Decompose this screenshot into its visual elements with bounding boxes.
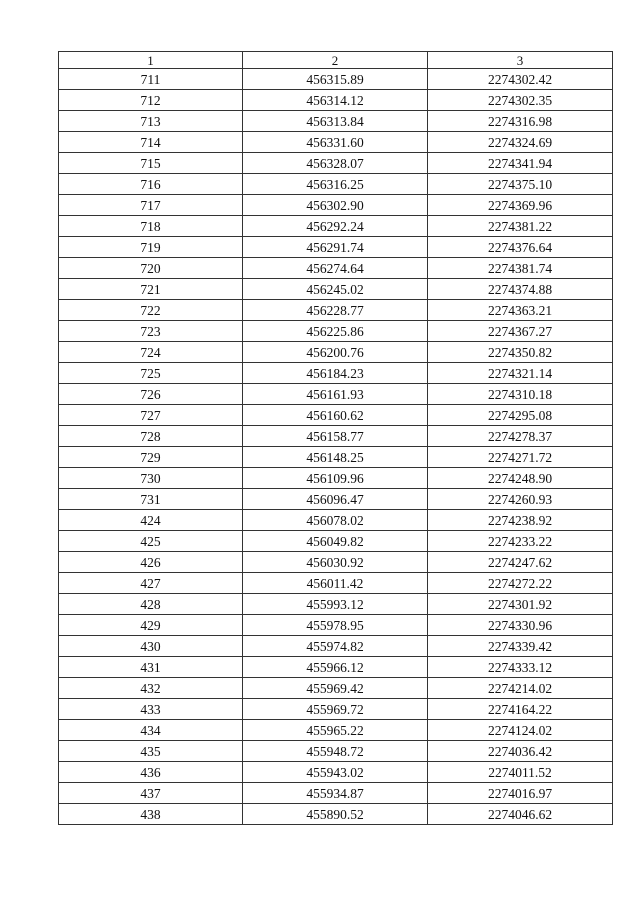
- y-coordinate-cell: 2274324.69: [428, 132, 613, 153]
- column-header-3: 3: [428, 52, 613, 69]
- table-row: [59, 699, 613, 720]
- y-coordinate-cell: 2274124.02: [428, 720, 613, 741]
- y-coordinate-cell: 2274214.02: [428, 678, 613, 699]
- table-row: [59, 384, 613, 405]
- table-row: [59, 90, 613, 111]
- point-number-cell: 713: [59, 111, 243, 132]
- y-coordinate-cell: 2274369.96: [428, 195, 613, 216]
- y-coordinate-cell: 2274381.22: [428, 216, 613, 237]
- coordinates-table: [58, 51, 613, 825]
- x-coordinate-cell: 455993.12: [243, 594, 428, 615]
- table-row: [59, 321, 613, 342]
- table-row: [59, 426, 613, 447]
- point-number-cell: 435: [59, 741, 243, 762]
- point-number-cell: 715: [59, 153, 243, 174]
- table-row: [59, 216, 613, 237]
- x-coordinate-cell: 456049.82: [243, 531, 428, 552]
- point-number-cell: 426: [59, 552, 243, 573]
- table-row: [59, 615, 613, 636]
- table-row: [59, 258, 613, 279]
- table-row: [59, 195, 613, 216]
- x-coordinate-cell: 456096.47: [243, 489, 428, 510]
- x-coordinate-cell: 456245.02: [243, 279, 428, 300]
- y-coordinate-cell: 2274233.22: [428, 531, 613, 552]
- point-number-cell: 731: [59, 489, 243, 510]
- y-coordinate-cell: 2274301.92: [428, 594, 613, 615]
- point-number-cell: 718: [59, 216, 243, 237]
- x-coordinate-cell: 456184.23: [243, 363, 428, 384]
- point-number-cell: 728: [59, 426, 243, 447]
- table-header: [59, 52, 613, 69]
- point-number-cell: 434: [59, 720, 243, 741]
- x-coordinate-cell: 455966.12: [243, 657, 428, 678]
- y-coordinate-cell: 2274321.14: [428, 363, 613, 384]
- table-body: [59, 69, 613, 825]
- table-row: [59, 762, 613, 783]
- table-row: [59, 489, 613, 510]
- table-row: [59, 174, 613, 195]
- y-coordinate-cell: 2274374.88: [428, 279, 613, 300]
- y-coordinate-cell: 2274316.98: [428, 111, 613, 132]
- table-row: [59, 531, 613, 552]
- x-coordinate-cell: 456315.89: [243, 69, 428, 90]
- x-coordinate-cell: 455969.42: [243, 678, 428, 699]
- table-row: [59, 153, 613, 174]
- table-row: [59, 720, 613, 741]
- y-coordinate-cell: 2274339.42: [428, 636, 613, 657]
- y-coordinate-cell: 2274164.22: [428, 699, 613, 720]
- y-coordinate-cell: 2274278.37: [428, 426, 613, 447]
- table-row: [59, 552, 613, 573]
- point-number-cell: 438: [59, 804, 243, 825]
- point-number-cell: 711: [59, 69, 243, 90]
- table-row: [59, 804, 613, 825]
- x-coordinate-cell: 456302.90: [243, 195, 428, 216]
- y-coordinate-cell: 2274330.96: [428, 615, 613, 636]
- y-coordinate-cell: 2274302.35: [428, 90, 613, 111]
- x-coordinate-cell: 456200.76: [243, 342, 428, 363]
- point-number-cell: 720: [59, 258, 243, 279]
- column-header-1: 1: [59, 52, 243, 69]
- x-coordinate-cell: 456274.64: [243, 258, 428, 279]
- x-coordinate-cell: 455943.02: [243, 762, 428, 783]
- y-coordinate-cell: 2274260.93: [428, 489, 613, 510]
- point-number-cell: 427: [59, 573, 243, 594]
- point-number-cell: 424: [59, 510, 243, 531]
- x-coordinate-cell: 456160.62: [243, 405, 428, 426]
- x-coordinate-cell: 455978.95: [243, 615, 428, 636]
- table-row: [59, 300, 613, 321]
- point-number-cell: 433: [59, 699, 243, 720]
- table-row: [59, 741, 613, 762]
- point-number-cell: 721: [59, 279, 243, 300]
- table-row: [59, 468, 613, 489]
- x-coordinate-cell: 456225.86: [243, 321, 428, 342]
- table-row: [59, 510, 613, 531]
- y-coordinate-cell: 2274310.18: [428, 384, 613, 405]
- point-number-cell: 436: [59, 762, 243, 783]
- table-row: [59, 342, 613, 363]
- x-coordinate-cell: 455934.87: [243, 783, 428, 804]
- point-number-cell: 717: [59, 195, 243, 216]
- y-coordinate-cell: 2274016.97: [428, 783, 613, 804]
- y-coordinate-cell: 2274376.64: [428, 237, 613, 258]
- table-row: [59, 279, 613, 300]
- point-number-cell: 428: [59, 594, 243, 615]
- x-coordinate-cell: 456316.25: [243, 174, 428, 195]
- point-number-cell: 719: [59, 237, 243, 258]
- x-coordinate-cell: 456161.93: [243, 384, 428, 405]
- x-coordinate-cell: 456328.07: [243, 153, 428, 174]
- y-coordinate-cell: 2274381.74: [428, 258, 613, 279]
- x-coordinate-cell: 455890.52: [243, 804, 428, 825]
- x-coordinate-cell: 455965.22: [243, 720, 428, 741]
- point-number-cell: 722: [59, 300, 243, 321]
- y-coordinate-cell: 2274247.62: [428, 552, 613, 573]
- header-row: [59, 52, 613, 69]
- table-row: [59, 678, 613, 699]
- point-number-cell: 437: [59, 783, 243, 804]
- y-coordinate-cell: 2274333.12: [428, 657, 613, 678]
- point-number-cell: 727: [59, 405, 243, 426]
- x-coordinate-cell: 456314.12: [243, 90, 428, 111]
- x-coordinate-cell: 456158.77: [243, 426, 428, 447]
- y-coordinate-cell: 2274350.82: [428, 342, 613, 363]
- point-number-cell: 730: [59, 468, 243, 489]
- x-coordinate-cell: 456228.77: [243, 300, 428, 321]
- table-row: [59, 636, 613, 657]
- x-coordinate-cell: 456313.84: [243, 111, 428, 132]
- table-row: [59, 405, 613, 426]
- x-coordinate-cell: 456011.42: [243, 573, 428, 594]
- x-coordinate-cell: 456331.60: [243, 132, 428, 153]
- table-row: [59, 363, 613, 384]
- table-row: [59, 237, 613, 258]
- point-number-cell: 723: [59, 321, 243, 342]
- y-coordinate-cell: 2274011.52: [428, 762, 613, 783]
- x-coordinate-cell: 456109.96: [243, 468, 428, 489]
- point-number-cell: 729: [59, 447, 243, 468]
- x-coordinate-cell: 456148.25: [243, 447, 428, 468]
- x-coordinate-cell: 456291.74: [243, 237, 428, 258]
- point-number-cell: 725: [59, 363, 243, 384]
- x-coordinate-cell: 456078.02: [243, 510, 428, 531]
- point-number-cell: 724: [59, 342, 243, 363]
- table-row: [59, 657, 613, 678]
- x-coordinate-cell: 456292.24: [243, 216, 428, 237]
- point-number-cell: 430: [59, 636, 243, 657]
- y-coordinate-cell: 2274036.42: [428, 741, 613, 762]
- point-number-cell: 431: [59, 657, 243, 678]
- point-number-cell: 726: [59, 384, 243, 405]
- table-row: [59, 132, 613, 153]
- point-number-cell: 714: [59, 132, 243, 153]
- y-coordinate-cell: 2274363.21: [428, 300, 613, 321]
- y-coordinate-cell: 2274046.62: [428, 804, 613, 825]
- table-row: [59, 783, 613, 804]
- x-coordinate-cell: 455969.72: [243, 699, 428, 720]
- y-coordinate-cell: 2274302.42: [428, 69, 613, 90]
- y-coordinate-cell: 2274271.72: [428, 447, 613, 468]
- y-coordinate-cell: 2274238.92: [428, 510, 613, 531]
- table-row: [59, 594, 613, 615]
- point-number-cell: 429: [59, 615, 243, 636]
- y-coordinate-cell: 2274341.94: [428, 153, 613, 174]
- y-coordinate-cell: 2274272.22: [428, 573, 613, 594]
- x-coordinate-cell: 455948.72: [243, 741, 428, 762]
- y-coordinate-cell: 2274248.90: [428, 468, 613, 489]
- point-number-cell: 716: [59, 174, 243, 195]
- y-coordinate-cell: 2274375.10: [428, 174, 613, 195]
- table-row: [59, 69, 613, 90]
- point-number-cell: 432: [59, 678, 243, 699]
- table-row: [59, 447, 613, 468]
- table-row: [59, 573, 613, 594]
- table-row: [59, 111, 613, 132]
- point-number-cell: 712: [59, 90, 243, 111]
- point-number-cell: 425: [59, 531, 243, 552]
- column-header-2: 2: [243, 52, 428, 69]
- y-coordinate-cell: 2274367.27: [428, 321, 613, 342]
- y-coordinate-cell: 2274295.08: [428, 405, 613, 426]
- x-coordinate-cell: 455974.82: [243, 636, 428, 657]
- x-coordinate-cell: 456030.92: [243, 552, 428, 573]
